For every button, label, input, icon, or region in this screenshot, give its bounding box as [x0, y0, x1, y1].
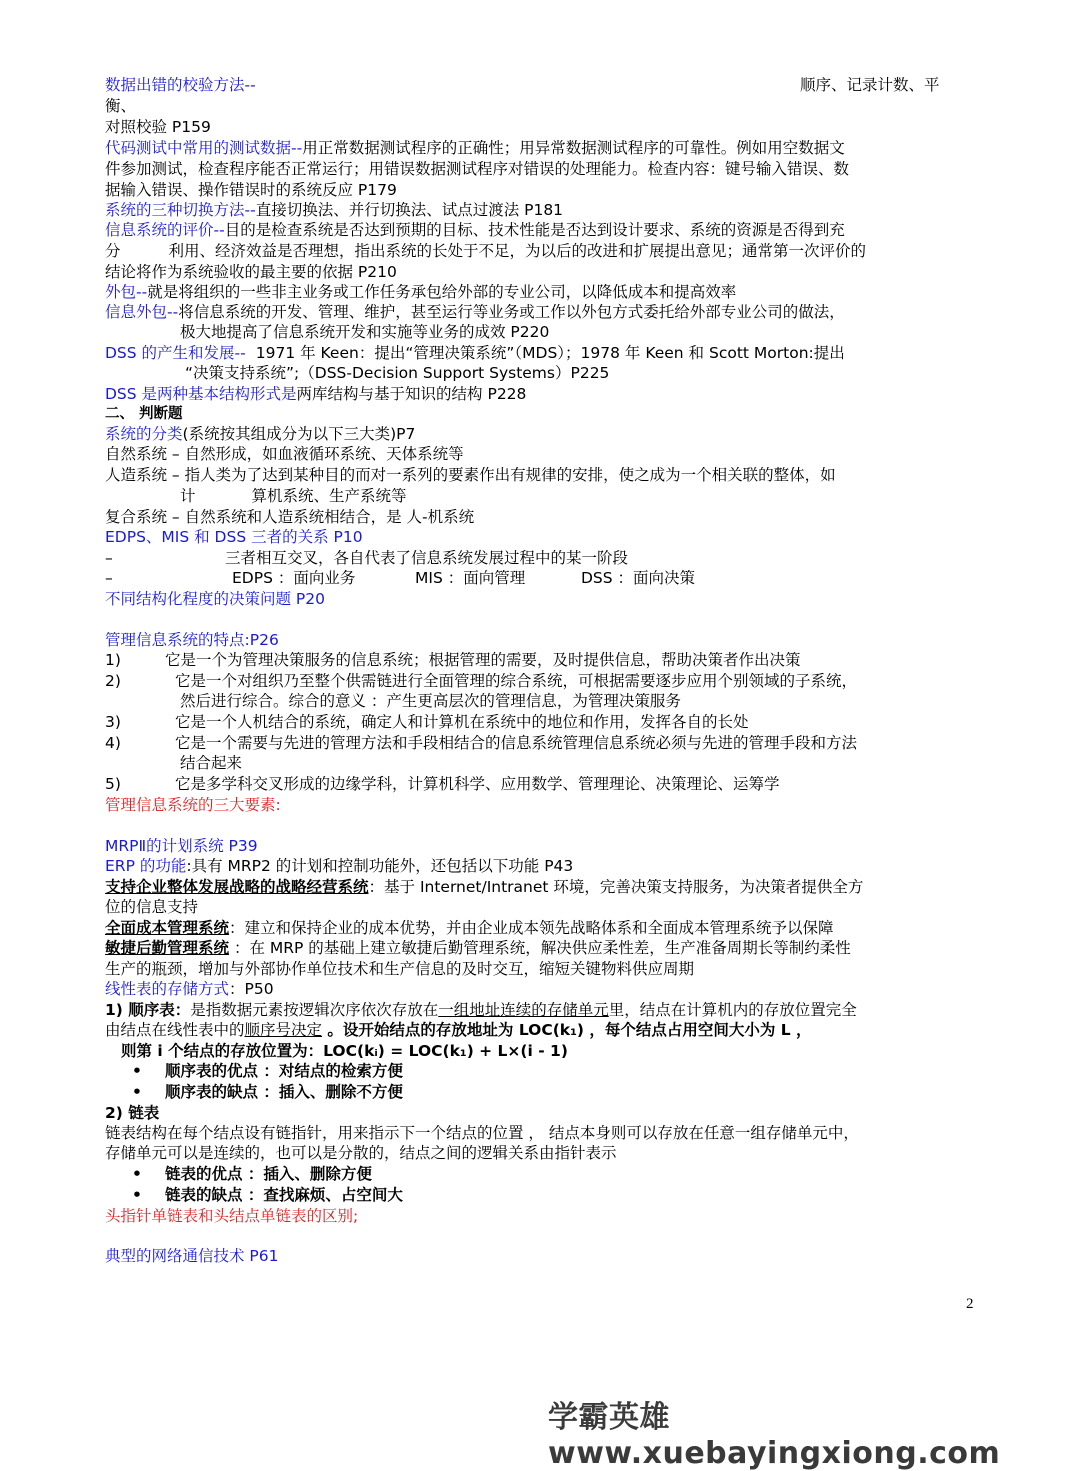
body-text: 链表的优点 ：插入、删除方便 — [165, 1165, 372, 1183]
body-line: 然后进行综合。综合的意义 ：产生更高层次的管理信息，为管理决策服务 — [180, 692, 681, 710]
body-text: ：在 MRP 的基础上建立敏捷后勤管理系统，解决供应柔性差，生产准备周期长等制约柔性 — [229, 939, 851, 957]
body-text: 计 — [180, 487, 196, 505]
heading-line: MRPⅡ的计划系统 P39 — [105, 837, 258, 855]
heading-text: DSS 的产生和发展-- — [105, 344, 246, 362]
body-line — [105, 877, 980, 897]
body-text: :具有 MRP2 的计划和控制功能外，还包括以下功能 P43 — [186, 857, 574, 875]
list-number: 4) — [105, 734, 121, 752]
body-text: 它是一个对组织乃至整个供需链进行全面管理的综合系统，可根据需要逐步应用个别领域的子系统， — [175, 672, 858, 690]
list-item — [105, 671, 980, 691]
list-number: 5) — [105, 775, 121, 793]
body-text: 两库结构与基于知识的结构 P228 — [296, 385, 527, 403]
list-item — [105, 650, 980, 670]
body-text: ：基于 Internet/Intranet 环境，完善决策支持服务，为决策者提供全方 — [368, 878, 864, 896]
body-text: 顺序号决定 — [244, 1021, 323, 1039]
list-number: 3) — [105, 713, 121, 731]
list-number: 1) — [105, 651, 121, 669]
body-text: 分 — [105, 242, 121, 260]
line-dss-structure — [105, 384, 980, 404]
bullet-marker: • — [132, 1083, 142, 1101]
subheading-line: 2) 链表 — [105, 1104, 160, 1122]
line-mis-features — [105, 630, 980, 650]
bullet-marker: • — [132, 1186, 142, 1204]
heading-text: ERP 的功能 — [105, 857, 187, 875]
body-line — [105, 1000, 980, 1020]
heading-text: 外包-- — [105, 283, 148, 301]
bullet-marker: • — [132, 1062, 142, 1080]
body-text: MIS ：面向管理 — [415, 569, 526, 587]
page-number: 2 — [966, 1296, 974, 1312]
body-text: ：建立和保持企业的成本优势，并由企业成本领先战略体系和全面成本管理系统予以保障 — [229, 919, 834, 937]
heading-text: 代码测试中常用的测试数据-- — [105, 139, 303, 157]
body-text: 目的是检查系统是否达到预期的目标、技术性能是否达到设计要求、系统的资源是否得到充 — [224, 221, 845, 239]
bullet-item — [121, 1164, 996, 1184]
body-text: 是指数据元素按逻辑次序依次存放在 — [190, 1001, 439, 1019]
term-text: 支持企业整体发展战略的战略经营系统 — [105, 878, 369, 896]
body-line: 存储单元可以是连续的，也可以是分散的，结点之间的逻辑关系由指针表示 — [105, 1144, 617, 1162]
body-text: DSS ：面向决策 — [581, 569, 696, 587]
body-line: 对照校验 P159 — [105, 118, 211, 136]
bullet-item — [121, 1185, 996, 1205]
body-text: 顺序表的缺点 ：插入、删除不方便 — [165, 1083, 403, 1101]
heading-text: DSS 是两种基本结构形式是 — [105, 385, 297, 403]
body-text: 顺序表的优点 ：对结点的检索方便 — [165, 1062, 403, 1080]
body-text: 直接切换法、并行切换法、试点过渡法 P181 — [255, 201, 564, 219]
dash-marker: – — [105, 569, 113, 587]
body-text: 三者相互交叉，各自代表了信息系统发展过程中的某一阶段 — [225, 549, 629, 567]
body-text: ：P50 — [229, 980, 274, 998]
dash-marker: – — [105, 549, 113, 567]
body-line — [105, 1020, 980, 1040]
heading-text: 线性表的存储方式 — [105, 980, 230, 998]
formula-line: 则第 i 个结点的存放位置为：LOC(kᵢ) = LOC(k₁) + L×(i - 1) — [121, 1042, 568, 1060]
body-text: 它是一个需要与先进的管理方法和手段相结合的信息系统管理信息系统必须与先进的管理手段和方法 — [175, 734, 858, 752]
body-line — [105, 241, 980, 261]
section-heading: 二、 判断题 — [105, 405, 183, 422]
heading-line: 典型的网络通信技术 P61 — [105, 1247, 279, 1265]
body-line: 衡、 — [105, 97, 137, 115]
body-line: 结合起来 — [180, 754, 243, 772]
heading-text: 管理信息系统的特点 — [105, 631, 245, 649]
line-dss-history — [105, 343, 980, 363]
bullet-item — [121, 1082, 996, 1102]
body-line: 件参加测试，检查程序能否正常运行；用错误数据测试程序对错误的处理能力。检查内容：键号输入错误、数 — [105, 160, 850, 178]
body-text: 算机系统、生产系统等 — [251, 487, 407, 505]
heading-line: 管理信息系统的三大要素: — [105, 796, 281, 814]
body-line — [105, 918, 980, 938]
formula-text: 。设开始结点的存放地址为 LOC(k₁) ，每个结点占用空间大小为 L ， — [322, 1021, 812, 1039]
bullet-marker: • — [132, 1165, 142, 1183]
body-text: 顺序、记录计数、平 — [800, 76, 940, 94]
body-text: 一组地址连续的存储单元 — [438, 1001, 609, 1019]
line-erp-functions — [105, 856, 980, 876]
line-system-evaluation — [105, 220, 980, 240]
body-line: 人造系统 – 指人类为了达到某种目的而对一系列的要素作出有规律的安排，使之成为一个相关联的整体，如 — [105, 466, 836, 484]
body-line: 结论将作为系统验收的最主要的依据 P210 — [105, 263, 397, 281]
heading-text: 数据出错的校验方法-- — [105, 76, 256, 94]
body-line: 位的信息支持 — [105, 898, 199, 916]
body-line: 链表结构在每个结点设有链指针，用来指示下一个结点的位置 ， 结点本身则可以存放在任意一组存储单元中， — [105, 1124, 859, 1142]
bullet-item — [121, 1061, 996, 1081]
heading-text: 系统的分类 — [105, 425, 183, 443]
body-text: EDPS ：面向业务 — [232, 569, 356, 587]
list-item — [105, 733, 980, 753]
term-text: 敏捷后勤管理系统 — [105, 939, 230, 957]
heading-line: 不同结构化程度的决策问题 P20 — [105, 590, 325, 608]
line-check-methods — [105, 75, 980, 95]
body-line: “决策支持系统”;（DSS-Decision Support Systems）P225 — [185, 364, 610, 382]
list-number: 2) — [105, 672, 121, 690]
body-line — [180, 486, 1055, 506]
body-line — [105, 548, 980, 568]
heading-line: EDPS、MIS 和 DSS 三者的关系 P10 — [105, 528, 363, 546]
body-line: 复合系统 – 自然系统和人造系统相结合，是 人-机系统 — [105, 508, 475, 526]
watermark-text: 学霸英雄 www.xuebayingxiong.com — [548, 1400, 1001, 1471]
list-item — [105, 774, 980, 794]
line-switch-methods — [105, 200, 980, 220]
line-linear-list-storage — [105, 979, 980, 999]
term-text: 全面成本管理系统 — [105, 919, 230, 937]
heading-line: 头指针单链表和头结点单链表的区别; — [105, 1207, 359, 1225]
body-text: 它是多学科交叉形成的边缘学科，计算机科学、应用数学、管理理论、决策理论、运筹学 — [175, 775, 780, 793]
body-text: 由结点在线性表中的 — [105, 1021, 245, 1039]
body-text: (系统按其组成分为以下三大类)P7 — [182, 425, 416, 443]
line-system-classification — [105, 424, 980, 444]
body-text: 里，结点在计算机内的存放位置完全 — [608, 1001, 857, 1019]
body-line: 生产的瓶颈，增加与外部协作单位技术和生产信息的及时交互，缩短关键物料供应周期 — [105, 960, 695, 978]
body-line — [105, 568, 980, 588]
line-outsourcing — [105, 282, 980, 302]
body-text: 利用、经济效益是否理想，指出系统的长处于不足，为以后的改进和扩展提出意见；通常第一次评价的 — [168, 242, 867, 260]
body-line: 极大地提高了信息系统开发和实施等业务的成效 P220 — [180, 323, 550, 341]
body-text: 它是一个为管理决策服务的信息系统；根据管理的需要，及时提供信息，帮助决策者作出决策 — [165, 651, 801, 669]
body-text: 就是将组织的一些非主业务或工作任务承包给外部的专业公司，以降低成本和提高效率 — [147, 283, 737, 301]
body-text: 它是一个人机结合的系统，确定人和计算机在系统中的地位和作用，发挥各自的长处 — [175, 713, 749, 731]
heading-text: 信息外包-- — [105, 303, 179, 321]
body-text: 链表的缺点 ：查找麻烦、占空间大 — [165, 1186, 403, 1204]
body-text: 1971 年 Keen：提出“管理决策系统”（MDS）；1978 年 Keen 和 Scott Morton:提出 — [255, 344, 845, 362]
body-line — [105, 938, 980, 958]
body-text: 用正常数据测试程序的正确性；用异常数据测试程序的可靠性。例如用空数据文 — [302, 139, 845, 157]
body-line: 据输入错误、操作错误时的系统反应 P179 — [105, 181, 397, 199]
heading-text: 信息系统的评价-- — [105, 221, 225, 239]
heading-text: 系统的三种切换方法-- — [105, 201, 256, 219]
term-text: 1) 顺序表： — [105, 1001, 191, 1019]
line-info-outsourcing — [105, 302, 980, 322]
list-item — [105, 712, 980, 732]
body-text: 将信息系统的开发、管理、维护，甚至运行等业务或工作以外包方式委托给外部专业公司的做法， — [178, 303, 845, 321]
line-test-data — [105, 138, 980, 158]
body-line: 自然系统 – 自然形成，如血液循环系统、天体系统等 — [105, 445, 464, 463]
heading-text: :P26 — [244, 631, 279, 649]
